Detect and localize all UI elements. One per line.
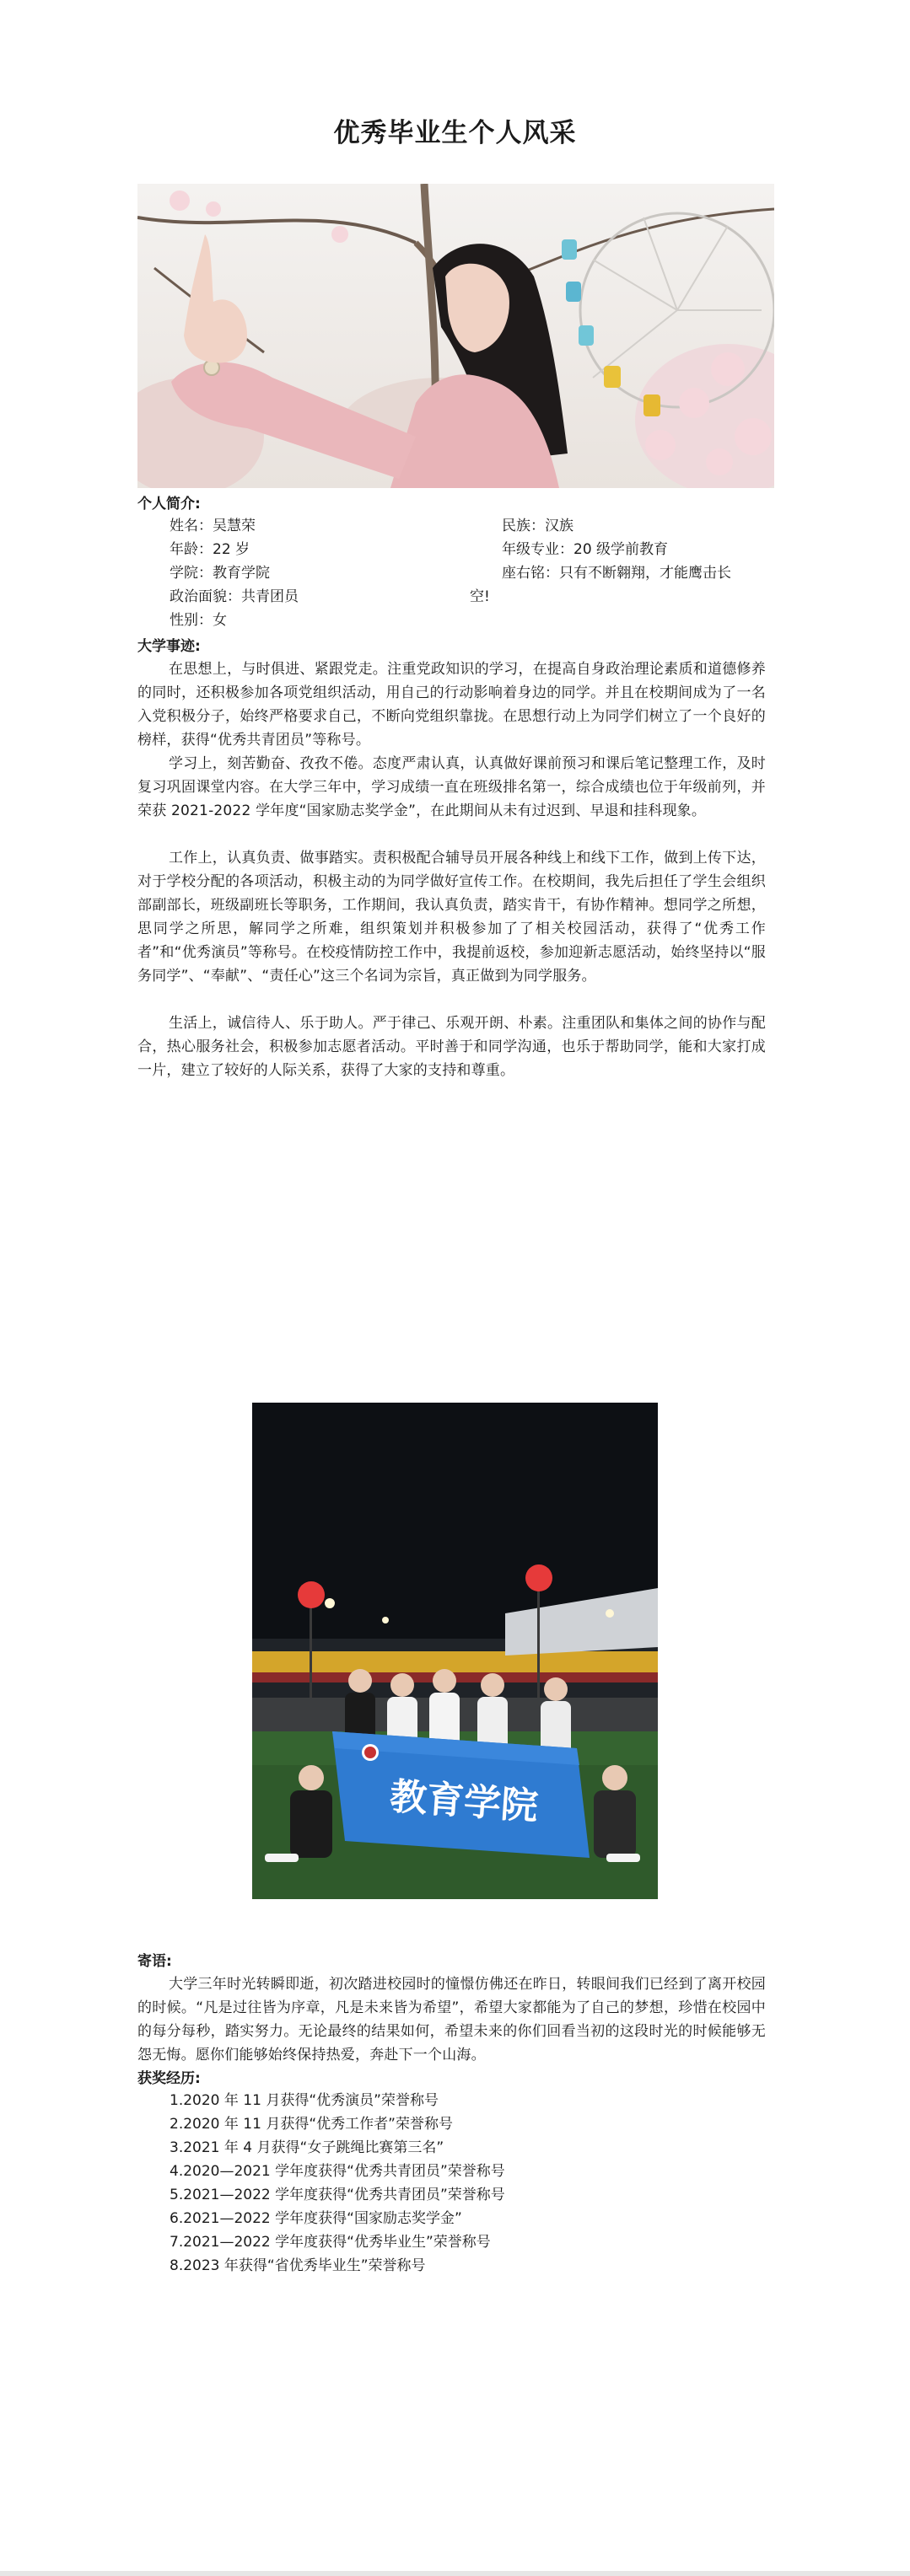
award-item: 6.2021—2022 学年度获得“国家励志奖学金”	[170, 2210, 462, 2227]
message-paragraph: 大学三年时光转瞬即逝，初次踏进校园时的憧憬仿佛还在昨日，转眼间我们已经到了离开校园的时候。“凡是过往皆为序章，凡是未来皆为希望”，希望大家都能为了自己的梦想，珍惜在校园中的每分每秒，踏实努力。无论最终的结果如何，希望未来的你们回看当初的这段时光的时候能够无怨无悔。愿你们能够始终保持热爱，奔赴下一个山海。	[137, 1976, 766, 2063]
profile-grade-major: 年级专业：20 级学前教育	[502, 541, 669, 558]
deeds-paragraph: 工作上，认真负责、做事踏实。责积极配合辅导员开展各种线上和线下工作，做到上传下达，对于学校分配的各项活动，积极主动的为同学做好宣传工作。在校期间，我先后担任了学生会组织部副部长，班级副班长等职务，工作期间，我认真负责，踏实肯干，有协作精神。想同学之所想，思同学之所思，解同学之所难，组织策划并积极参加了了相关校园活动，获得了“优秀工作者”和“优秀演员”等称号。在校疫情防控工作中，我提前返校，参加迎新志愿活动，始终坚持以“服务同学”、“奉献”、“责任心”这三个名词为宗旨，真正做到为同学服务。	[137, 850, 766, 985]
banner-text: 教育学院	[388, 1774, 540, 1829]
award-item: 1.2020 年 11 月获得“优秀演员”荣誉称号	[170, 2092, 439, 2109]
profile-age: 年龄：22 岁	[170, 541, 250, 558]
deeds-heading: 大学事迹:	[137, 638, 201, 655]
awards-list	[170, 2089, 505, 2278]
profile-college: 学院：教育学院	[170, 565, 270, 582]
profile-gender: 性别：女	[170, 612, 227, 629]
award-item: 8.2023 年获得“省优秀毕业生”荣誉称号	[170, 2257, 426, 2274]
award-item: 4.2020—2021 学年度获得“优秀共青团员”荣誉称号	[170, 2163, 505, 2180]
award-item: 3.2021 年 4 月获得“女子跳绳比赛第三名”	[170, 2139, 444, 2156]
award-item: 5.2021—2022 学年度获得“优秀共青团员”荣誉称号	[170, 2187, 505, 2203]
award-item: 7.2021—2022 学年度获得“优秀毕业生”荣誉称号	[170, 2234, 491, 2251]
profile-ethnicity: 民族：汉族	[502, 518, 573, 534]
portrait-photo	[137, 184, 774, 488]
profile-motto-cont: 空!	[470, 588, 490, 605]
deeds-paragraph: 生活上，诚信待人、乐于助人。严于律己、乐观开朗、朴素。注重团队和集体之间的协作与配合，热心服务社会，积极参加志愿者活动。平时善于和同学沟通，也乐于帮助同学，能和大家打成一片，建立了较好的人际关系，获得了大家的支持和尊重。	[137, 1015, 766, 1079]
awards-heading: 获奖经历:	[137, 2070, 201, 2087]
deeds-paragraph: 在思想上，与时俱进、紧跟党走。注重党政知识的学习，在提高自身政治理论素质和道德修养的同时，还积极参加各项党组织活动，用自己的行动影响着身边的同学。并且在校期间成为了一名入党积极分子，始终严格要求自己，不断向党组织靠拢。在思想行动上为同学们树立了一个良好的榜样，获得“优秀共青团员”等称号。	[137, 661, 766, 749]
group-photo	[252, 1403, 658, 1899]
award-item: 2.2020 年 11 月获得“优秀工作者”荣誉称号	[170, 2116, 453, 2133]
message-heading: 寄语:	[137, 1953, 172, 1970]
page-bottom-edge	[0, 2571, 910, 2576]
profile-motto: 座右铭：只有不断翱翔，才能鹰击长	[502, 565, 731, 582]
page-title: 优秀毕业生个人风采	[333, 118, 577, 148]
deeds-paragraph: 学习上，刻苦勤奋、孜孜不倦。态度严肃认真，认真做好课前预习和课后笔记整理工作，及时复习巩固课堂内容。在大学三年中，学习成绩一直在班级排名第一，综合成绩也位于年级前列，并荣获 2021-2022 学年度“国家励志奖学金”，在此期间从未有过迟到、早退和挂科现象。	[137, 755, 766, 819]
profile-name: 姓名：吴慧荣	[170, 518, 256, 534]
profile-heading: 个人简介:	[137, 496, 201, 513]
profile-political: 政治面貌：共青团员	[170, 588, 299, 605]
